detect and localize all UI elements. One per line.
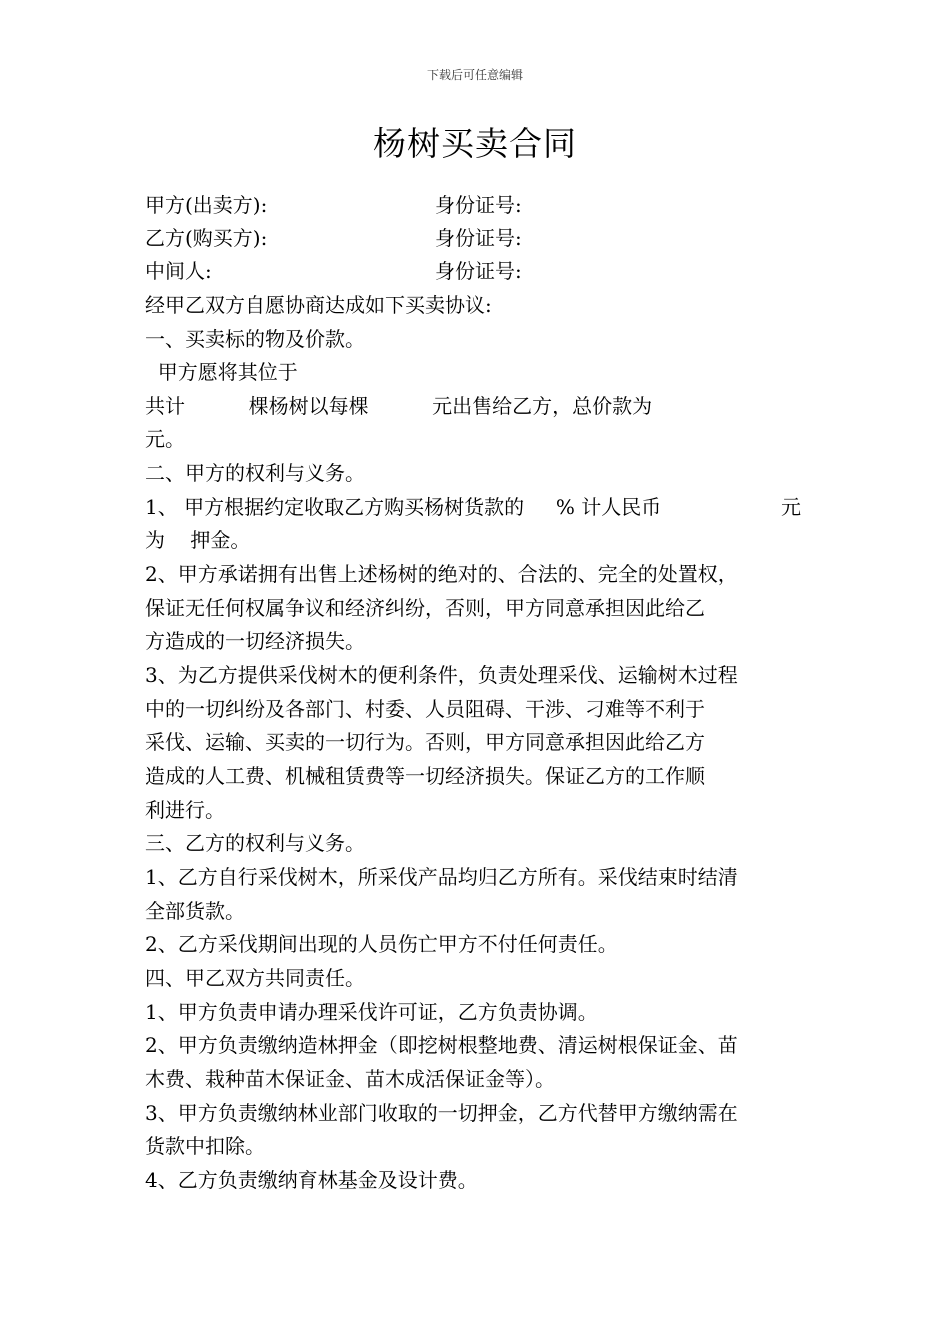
party-a-id-label: 身份证号: [435,193,522,217]
section-2-heading: 二、甲方的权利与义务。 [145,461,365,485]
section-1-line-1: 甲方愿将其位于 [145,360,298,384]
intro-line: 经甲乙双方自愿协商达成如下买卖协议: [145,293,492,317]
clause-2-3-line-2: 中的一切纠纷及各部门、村委、人员阻碍、干涉、刁难等不利于 [145,697,705,721]
clause-2-3-line-5: 利进行。 [145,798,225,822]
clause-3-2: 2、乙方采伐期间出现的人员伤亡甲方不付任何责任。 [145,932,618,956]
section-3-heading: 三、乙方的权利与义务。 [145,831,365,855]
clause-3-1-line-2: 全部货款。 [145,899,245,923]
clause-2-3-line-1: 3、为乙方提供采伐树木的便利条件，负责处理采伐、运输树木过程 [145,663,738,687]
clause-4-2-line-2: 木费、栽种苗木保证金、苗木成活保证金等）。 [145,1067,555,1091]
clause-2-1-line-2: 为 押金。 [145,528,251,552]
clause-2-3-line-3: 采伐、运输、买卖的一切行为。否则，甲方同意承担因此给乙方 [145,730,705,754]
party-a-label: 甲方(出卖方): [145,193,268,217]
clause-2-2-line-3: 方造成的一切经济损失。 [145,629,365,653]
clause-4-3-line-1: 3、甲方负责缴纳林业部门收取的一切押金，乙方代替甲方缴纳需在 [145,1101,738,1125]
clause-2-2-line-1: 2、甲方承诺拥有出售上述杨树的绝对的、合法的、完全的处置权， [145,562,738,586]
section-1-heading: 一、买卖标的物及价款。 [145,327,365,351]
document-title: 杨树买卖合同 [373,124,577,163]
section-4-heading: 四、甲乙双方共同责任。 [145,966,365,990]
clause-4-2-line-1: 2、甲方负责缴纳造林押金（即挖树根整地费、清运树根保证金、苗 [145,1033,738,1057]
header-note: 下载后可任意编辑 [426,68,523,82]
middleman-id-label: 身份证号: [435,259,522,283]
clause-2-1-line-1-end: 元 [781,495,801,519]
middleman-label: 中间人: [145,259,212,283]
party-b-id-label: 身份证号: [435,226,522,250]
section-1-line-2: 共计 棵杨树以每棵 元出售给乙方，总价款为 [145,394,653,418]
clause-2-3-line-4: 造成的人工费、机械租赁费等一切经济损失。保证乙方的工作顺 [145,764,705,788]
clause-2-1-line-1: 1、 甲方根据约定收取乙方购买杨树货款的 % 计人民币 [145,495,662,519]
clause-4-4: 4、乙方负责缴纳育林基金及设计费。 [145,1168,478,1192]
party-b-label: 乙方(购买方): [145,226,268,250]
clause-4-3-line-2: 货款中扣除。 [145,1134,265,1158]
section-1-line-3: 元。 [145,427,185,451]
clause-3-1-line-1: 1、乙方自行采伐树木，所采伐产品均归乙方所有。采伐结束时结清 [145,865,738,889]
clause-4-1: 1、甲方负责申请办理采伐许可证，乙方负责协调。 [145,1000,598,1024]
clause-2-2-line-2: 保证无任何权属争议和经济纠纷，否则，甲方同意承担因此给乙 [145,596,705,620]
